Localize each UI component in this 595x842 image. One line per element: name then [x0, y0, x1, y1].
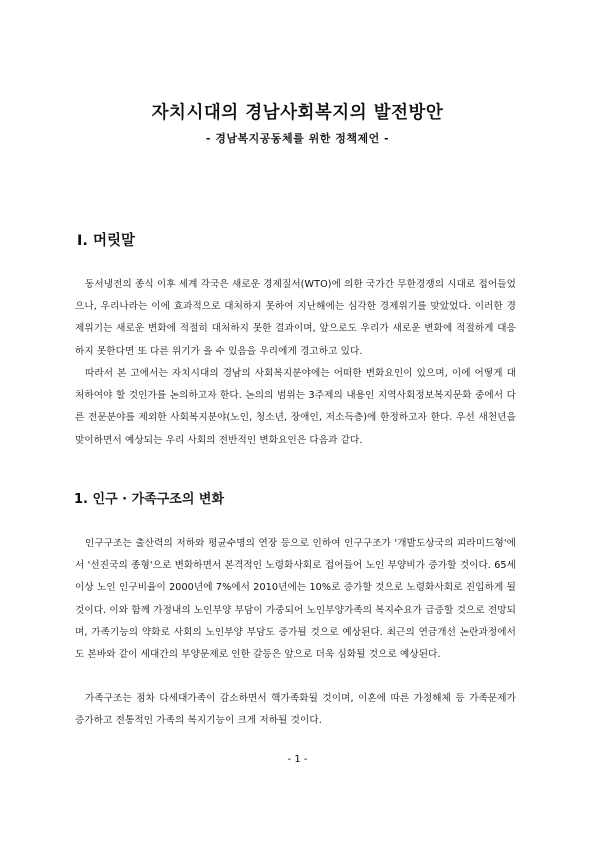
intro-paragraph: 동서냉전의 종식 이후 세계 각국은 새로운 경제질서(WTO)에 의한 국가간 무한경쟁의 시대로 접어들었으나, 우리나라는 이에 효과적으로 대처하지 못하여 지난해에는 심각한 경제위기를 맞았었다. 이러한 경제위기는 새로운 변화에 적절히 대처하지 못한 결과이며, 앞으로도 우리가 새로운 변화에 적절하게 대응하지 못한다면 또 다른 위기가 올 수 있음을 우리에게 경고하고 있다.: [75, 279, 516, 357]
body-paragraph: 인구구조는 출산력의 저하와 평균수명의 연장 등으로 인하여 인구구조가 '개발도상국의 피라미드형'에서 '선진국의 종형'으로 변화하면서 본격적인 노령화사회로 접어들어 노인 부양비가 증가할 것이다. 65세 이상 노인 인구비율이 2000년에 7%에서 2010년에는 10%로 증가할 것으로 노령화사회로 진입하게 될 것이다. 이와 함께 가정내의 노인부양 부담이 가중되어 노인부양가족의 복지수요가 급증할 것으로 전망되며, 가족기능의 약화로 사회의 노인부양 부담도 증가될 것으로 예상된다. 최근의 연금개선 논란과정에서도 본바와 같이 세대간의 부양문제로 인한 갈등은 앞으로 더욱 심화될 것으로 예상된다.: [75, 538, 516, 661]
subsection-heading-population: 1. 인구 · 가족구조의 변화: [74, 492, 225, 507]
body-paragraph: 가족구조는 점차 다세대가족이 감소하면서 핵가족화될 것이며, 이혼에 따른 가정해체 등 가족문제가 증가하고 전통적인 가족의 복지기능이 크게 저하될 것이다.: [75, 693, 516, 727]
document-title: 자치시대의 경남사회복지의 발전방안: [151, 103, 444, 123]
section-heading-intro: Ⅰ. 머릿말: [77, 233, 135, 249]
intro-paragraph: 따라서 본 고에서는 자치시대의 경남의 사회복지분야에는 어떠한 변화요인이 있으며, 이에 어떻게 대처하여야 할 것인가를 논의하고자 한다. 논의의 범위는 3주제의 내용인 지역사회정보복지문화 중에서 다른 전문분야를 제외한 사회복지분야(노인, 청소년, 장애인, 저소득층)에 한정하고자 한다. 우선 새천년을 맞이하면서 예상되는 우리 사회의 전반적인 변화요인은 다음과 같다.: [75, 368, 516, 446]
document-subtitle: - 경남복지공동체를 위한 정책제언 -: [205, 132, 390, 145]
page-number: - 1 -: [287, 754, 308, 765]
